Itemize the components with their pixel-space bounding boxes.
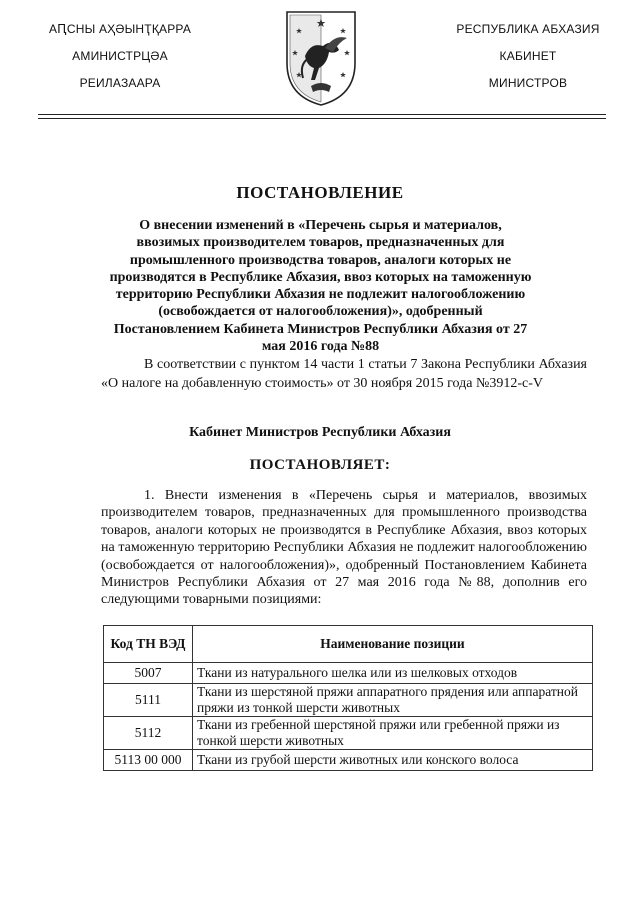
row-name: Ткани из гребенной шерстяной пряжи или гребенной пряжи из тонкой шерсти животных	[193, 717, 593, 750]
letterhead-divider-thin	[38, 118, 606, 119]
column-header-code	[104, 626, 193, 663]
row-code: 5113 00 000	[104, 750, 193, 771]
row-name: Ткани из натурального шелка или из шелковых отходов	[193, 663, 593, 684]
letterhead-divider-thick	[38, 114, 606, 115]
letterhead-abkhaz-line-3: РЕИЛАЗААРА	[79, 76, 161, 90]
clause-1-paragraph: 1. Внести изменения в «Перечень сырья и материалов, ввозимых производителем товаров, предназначенных для промышленного производства товаров, аналоги которых не производятся в Республике Абхазия, ввоз которых на таможенную территорию Республики Абхазия не подлежит налогообложению (освобождается от налогообложения)», одобренный Постановлением Кабинета Министров Республики Абхазия от 27 мая 2016 года №88, дополнив его следующими товарными позициями:	[101, 488, 587, 608]
table-row	[104, 750, 593, 771]
document-title: ПОСТАНОВЛЕНИЕ	[236, 183, 404, 202]
table-row	[104, 663, 593, 684]
issuing-body: Кабинет Министров Республики Абхазия	[189, 425, 451, 440]
table-row	[104, 717, 593, 750]
row-name: Ткани из грубой шерсти животных или конского волоса	[193, 750, 593, 771]
letterhead-russian-line-1: РЕСПУБЛИКА АБХАЗИЯ	[456, 22, 600, 36]
preamble-paragraph: В соответствии с пунктом 14 части 1 статьи 7 Закона Республики Абхазия «О налоге на добавленную стоимость» от 30 ноября 2015 года №3912-с-V	[101, 357, 587, 391]
table-row	[104, 684, 593, 717]
row-code: 5007	[104, 663, 193, 684]
letterhead-abkhaz-line-1: АԤСНЫ АҲӘЫНҬҚАРРА	[48, 22, 192, 36]
row-code: 5112	[104, 717, 193, 750]
document-subject: О внесении изменений в «Перечень сырья и материалов, ввозимых производителем товаров, предназначенных для промышленного производства товаров, аналоги которых не производятся в Республике Абхазия, ввоз которых на таможенную территорию Республики Абхазия не подлежит налогообложению (освобождается от налогообложения)», одобренный Постановлением Кабинета Министров Республики Абхазия от 27 мая 2016 года №88	[109, 218, 532, 355]
column-header-code-text: Код ТН ВЭД	[110, 636, 186, 651]
decree-heading: ПОСТАНОВЛЯЕТ:	[249, 457, 391, 473]
coat-of-arms-icon	[281, 8, 361, 108]
column-header-name: Наименование позиции	[193, 626, 593, 663]
letterhead-russian	[448, 22, 608, 103]
commodity-codes-table	[103, 625, 593, 771]
letterhead-russian-line-3: МИНИСТРОВ	[488, 76, 568, 90]
letterhead-abkhaz	[40, 22, 200, 103]
row-code: 5111	[104, 684, 193, 717]
row-name: Ткани из шерстяной пряжи аппаратного прядения или аппаратной пряжи из тонкой шерсти животных	[193, 684, 593, 717]
letterhead-abkhaz-line-2: АМИНИСТРЦӘА	[72, 49, 168, 63]
letterhead-russian-line-2: КАБИНЕТ	[499, 49, 557, 63]
